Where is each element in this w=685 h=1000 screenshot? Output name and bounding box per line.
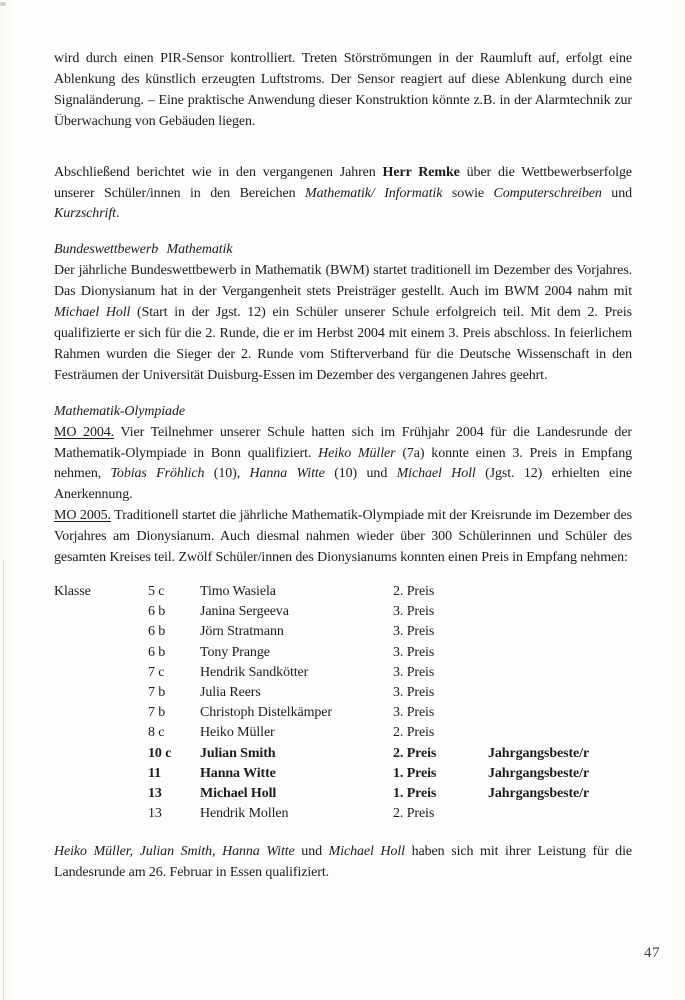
section-heading-bundeswettbewerb-mathematik: Bundeswettbewerb Mathematik — [54, 242, 233, 258]
table-row — [54, 764, 632, 784]
text-segment: (10) und — [324, 466, 397, 482]
text-segment: (10), — [204, 466, 250, 482]
text-segment: Hanna Witte — [249, 466, 325, 482]
table-cell-label — [54, 703, 148, 723]
table-cell-preis: 1. Preis — [393, 785, 437, 801]
table-cell-name: Hendrik Mollen — [200, 806, 289, 822]
table-cell-note: Jahrgangsbeste/r — [488, 745, 590, 761]
text-segment: über die Wettbewerbserfolge unserer Schüler/innen in den Bereichen — [54, 164, 632, 201]
text-segment: Computerschreiben — [493, 185, 602, 201]
table-cell-preis: 3. Preis — [393, 624, 435, 640]
table-cell-preis: 3. Preis — [393, 684, 435, 700]
table-cell-preis: 2. Preis — [393, 806, 435, 822]
table-cell-note — [488, 622, 632, 642]
table-cell-klasse: 7 c — [148, 664, 165, 680]
table-cell-label — [54, 663, 148, 683]
table-cell-name: Timo Wasiela — [200, 583, 276, 599]
text-segment: und — [601, 185, 632, 201]
table-cell-label — [54, 723, 148, 743]
table-cell-note — [488, 643, 632, 663]
paragraph-bwm-2004 — [54, 261, 632, 386]
text-segment: Heiko Müller, Julian Smith, Hanna Witte — [54, 844, 295, 860]
text-segment: Vier Teilnehmer unserer Schule hatten sich im Frühjahr 2004 für die Landesrunde der Mathematik-Olympiade in Bonn qualifiziert. — [54, 424, 632, 461]
text-segment: Tobias Fröhlich — [110, 466, 205, 482]
text-segment: (Jgst. 12) erhielten eine Anerkennung. — [54, 466, 632, 503]
text-segment: Mathematik/ Informatik — [305, 185, 443, 201]
table-cell-preis: 3. Preis — [393, 705, 435, 721]
paragraph-mo-2005 — [54, 506, 632, 569]
table-cell-name: Julia Reers — [200, 684, 261, 700]
scan-artifact-line — [3, 560, 4, 1000]
table-cell-preis: 2. Preis — [393, 583, 435, 599]
table-cell-name: Julian Smith — [200, 745, 276, 761]
text-segment: Heiko Müller — [318, 445, 396, 461]
table-cell-name: Jörn Stratmann — [200, 624, 284, 640]
table-cell-name: Janina Sergeeva — [200, 604, 289, 620]
table-cell-klasse: 7 b — [148, 684, 166, 700]
text-segment: (7a) konnte einen 3. Preis in Empfang nehmen, — [54, 445, 632, 482]
table-cell-label — [54, 744, 148, 764]
table-row — [54, 663, 632, 683]
table-cell-preis: 2. Preis — [393, 745, 437, 761]
table-cell-preis: 3. Preis — [393, 644, 435, 660]
table-cell-klasse: 11 — [148, 765, 162, 781]
text-segment: Michael Holl — [328, 844, 405, 860]
table-cell-note — [488, 804, 632, 824]
table-row — [54, 683, 632, 703]
text-segment: Herr Remke — [382, 164, 460, 180]
table-cell-label — [54, 764, 148, 784]
table-cell-name: Heiko Müller — [200, 725, 275, 741]
table-row — [54, 703, 632, 723]
table-cell-name: Christoph Distelkämper — [200, 705, 332, 721]
scan-artifact-speck — [0, 2, 6, 6]
table-cell-label — [54, 643, 148, 663]
table-row — [54, 602, 632, 622]
table-row — [54, 804, 632, 824]
text-segment: Michael Holl — [396, 466, 476, 482]
table-row — [54, 643, 632, 663]
table-cell-note — [488, 582, 632, 602]
text-segment: Traditionell startet die jährliche Mathematik-Olympiade mit der Kreisrunde im Dezember des Vorjahres am Dionysianum. Auch diesmal nahmen wieder über 300 Schülerinnen und Schüler des gesamten Kreises teil. Zwölf Schüler/innen des Dionysianums konnten einen Preis in Empfang nehmen: — [54, 508, 632, 566]
table-cell-note — [488, 723, 632, 743]
text-segment: (Start in der Jgst. 12) ein Schüler unserer Schule erfolgreich teil. Mit dem 2. Preis qualifizierte er sich für die 2. Runde, die er im Herbst 2004 mit einem 3. Preis abschloss. In feierlichem Rahmen wurden die Sieger der 2. Runde vom Stifterverband für die Deutsche Wissenschaft in den Festräumen der Universität Duisburg-Essen im Dezember des vergangenen Jahres geehrt. — [54, 305, 633, 383]
table-row — [54, 622, 632, 642]
table-cell-note — [488, 703, 632, 723]
table-cell-preis: 3. Preis — [393, 664, 435, 680]
table-cell-klasse: 6 b — [148, 624, 166, 640]
table-cell-label — [54, 683, 148, 703]
paragraph-wettbewerbserfolge — [54, 163, 632, 226]
section-heading-mathematik-olympiade: Mathematik-Olympiade — [54, 403, 185, 419]
table-cell-label — [54, 784, 148, 804]
table-cell-label — [54, 602, 148, 622]
text-segment: Der jährliche Bundeswettbewerb in Mathematik (BWM) startet traditionell im Dezember des Vorjahres. Das Dionysianum hat in der Vergangenheit stets Preisträger gestellt. Auch im BWM 2004 nahm mit — [54, 263, 632, 300]
text-segment: MO 2005. — [54, 508, 111, 524]
table-cell-label — [54, 622, 148, 642]
text-segment: MO 2004. — [54, 424, 115, 440]
table-cell-preis: 1. Preis — [393, 765, 437, 781]
page-content — [54, 49, 632, 884]
paragraph-landesrunde-qualifikation — [54, 842, 632, 884]
results-table — [54, 582, 632, 824]
text-segment: Michael Holl — [54, 305, 131, 321]
text-segment: Abschließend berichtet wie in den vergangenen Jahren — [54, 164, 383, 180]
table-cell-note — [488, 602, 632, 622]
table-cell-klasse: 8 c — [148, 725, 165, 741]
text-segment: wird durch einen PIR-Sensor kontrolliert. Treten Störströmungen in der Raumluft auf, erfolgt eine Ablenkung des künstlich erzeugten Luftstroms. Der Sensor reagiert auf diese Ablenkung durch eine Signaländerung. – Eine praktische Anwendung dieser Konstruktion könnte z.B. in der Alarmtechnik zur Überwachung von Gebäuden liegen. — [54, 51, 632, 129]
table-cell-name: Hendrik Sandkötter — [200, 664, 309, 680]
table-cell-klasse: 13 — [148, 785, 162, 801]
paragraph-mo-2004 — [54, 423, 632, 507]
table-cell-preis: 3. Preis — [393, 604, 435, 620]
table-cell-note: Jahrgangsbeste/r — [488, 785, 590, 801]
table-row — [54, 744, 632, 764]
table-cell-label: Klasse — [54, 583, 91, 599]
table-cell-klasse: 13 — [148, 806, 162, 822]
table-cell-klasse: 6 b — [148, 604, 166, 620]
table-row — [54, 784, 632, 804]
page-number: 47 — [644, 945, 660, 961]
table-cell-note — [488, 663, 632, 683]
table-cell-note — [488, 683, 632, 703]
table-cell-klasse: 7 b — [148, 705, 166, 721]
table-cell-klasse: 10 c — [148, 745, 172, 761]
table-cell-note: Jahrgangsbeste/r — [488, 765, 590, 781]
text-segment: . — [115, 206, 120, 222]
text-segment: und — [294, 844, 329, 860]
table-cell-preis: 2. Preis — [393, 725, 435, 741]
table-cell-name: Michael Holl — [200, 785, 277, 801]
text-segment: sowie — [442, 185, 494, 201]
table-cell-label — [54, 804, 148, 824]
text-segment: Kurzschrift — [54, 206, 116, 222]
table-cell-name: Tony Prange — [200, 644, 270, 660]
table-cell-klasse: 5 c — [148, 583, 165, 599]
table-row — [54, 582, 632, 602]
table-cell-name: Hanna Witte — [200, 765, 276, 781]
text-segment: haben sich mit ihrer Leistung für die Landesrunde am 26. Februar in Essen qualifiziert. — [54, 844, 632, 881]
paragraph-pir-sensor — [54, 49, 632, 133]
table-row — [54, 723, 632, 743]
table-cell-klasse: 6 b — [148, 644, 166, 660]
